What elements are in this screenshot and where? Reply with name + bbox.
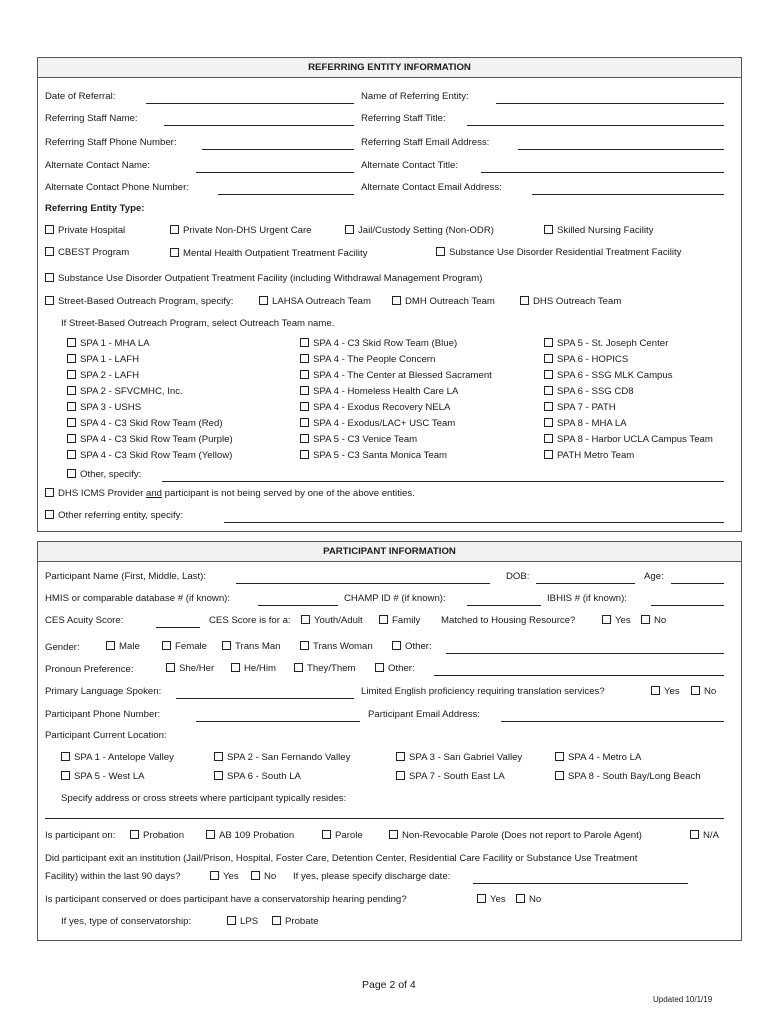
gender-other-checkbox[interactable]: Other: [392,641,432,653]
email-label: Participant Email Address: [368,709,480,720]
team-checkbox[interactable]: SPA 8 - Harbor UCLA Campus Team [544,434,713,446]
entity-type-heading: Referring Entity Type: [45,203,145,214]
other-team-field[interactable] [162,481,724,482]
team-checkbox[interactable]: SPA 2 - LAFH [67,370,139,382]
conservatorship-label: If yes, type of conservatorship: [61,916,192,927]
spa-checkbox[interactable]: SPA 2 - San Fernando Valley [214,752,350,764]
dhs-checkbox[interactable]: DHS Outreach Team [520,296,621,308]
lps-checkbox[interactable]: LPS [227,916,258,928]
staff-title-field[interactable] [467,125,724,126]
phone-field[interactable] [196,721,360,722]
location-label: Participant Current Location: [45,730,167,741]
other-entity-checkbox[interactable]: Other referring entity, specify: [45,510,183,522]
probate-checkbox[interactable]: Probate [272,916,319,928]
gender-female-checkbox[interactable]: Female [162,641,207,653]
team-checkbox[interactable]: SPA 4 - The Center at Blessed Sacrament [300,370,492,382]
page-number: Page 2 of 4 [362,979,416,991]
team-checkbox[interactable]: SPA 8 - MHA LA [544,418,627,430]
probation-checkbox[interactable]: Probation [130,830,184,842]
other-entity-field[interactable] [224,522,724,523]
other-team-checkbox[interactable]: Other, specify: [67,469,141,481]
parole-checkbox[interactable]: Parole [322,830,363,842]
gender-trans-woman-checkbox[interactable]: Trans Woman [300,641,373,653]
dob-label: DOB: [506,571,530,582]
ces-score-field[interactable] [156,627,200,628]
non-revocable-parole-checkbox[interactable]: Non-Revocable Parole (Does not report to Parole Agent) [389,830,642,842]
gender-male-checkbox[interactable]: Male [106,641,140,653]
outreach-prompt: If Street-Based Outreach Program, select Outreach Team name. [61,318,335,329]
staff-email-field[interactable] [518,149,724,150]
spa-checkbox[interactable]: SPA 6 - South LA [214,771,301,783]
lep-label: Limited English proficiency requiring translation services? [361,686,605,697]
team-checkbox[interactable]: SPA 4 - Exodus Recovery NELA [300,402,450,414]
age-label: Age: [644,571,664,582]
lep-no-checkbox[interactable]: No [691,686,716,698]
ces-for-label: CES Score is for a: [209,615,291,626]
lep-yes-checkbox[interactable]: Yes [651,686,680,698]
staff-email-label: Referring Staff Email Address: [361,137,490,148]
spa-checkbox[interactable]: SPA 7 - South East LA [396,771,505,783]
sud-outpatient-checkbox[interactable]: Substance Use Disorder Outpatient Treatment Facility (including Withdrawal Management Program) [45,273,482,285]
staff-title-label: Referring Staff Title: [361,113,446,124]
date-label: Date of Referral: [45,91,116,102]
sud-residential-checkbox[interactable]: Substance Use Disorder Residential Treatment Facility [436,247,681,259]
icms-provider-checkbox[interactable] [45,488,415,500]
team-checkbox[interactable]: SPA 4 - Exodus/LAC+ USC Team [300,418,455,430]
staff-name-label: Referring Staff Name: [45,113,138,124]
icms-text-b: participant is not being served by one of the above entities. [164,488,415,499]
team-checkbox[interactable]: SPA 4 - C3 Skid Row Team (Yellow) [67,450,232,462]
entity-name-field[interactable] [496,103,724,104]
staff-phone-field[interactable] [202,149,354,150]
team-checkbox[interactable]: SPA 5 - C3 Santa Monica Team [300,450,447,462]
hmis-label: HMIS or comparable database # (if known): [45,593,231,604]
ibhis-label: IBHIS # (if known): [547,593,627,604]
lahsa-checkbox[interactable]: LAHSA Outreach Team [259,296,371,308]
champ-field[interactable] [467,605,541,606]
alt-title-field[interactable] [481,172,724,173]
language-label: Primary Language Spoken: [45,686,162,697]
participant-on-label: Is participant on: [45,830,116,841]
team-checkbox[interactable]: SPA 4 - C3 Skid Row Team (Red) [67,418,223,430]
alt-phone-label: Alternate Contact Phone Number: [45,182,189,193]
team-checkbox[interactable]: SPA 7 - PATH [544,402,616,414]
team-checkbox[interactable]: SPA 4 - The People Concern [300,354,435,366]
updated-date: Updated 10/1/19 [653,995,713,1004]
private-urgent-care-checkbox[interactable]: Private Non-DHS Urgent Care [170,225,312,237]
conserved-no-checkbox[interactable]: No [516,894,541,906]
ces-score-label: CES Acuity Score: [45,615,124,626]
matched-no-checkbox[interactable]: No [641,615,666,627]
team-checkbox[interactable]: SPA 6 - HOPICS [544,354,628,366]
date-field[interactable] [146,103,354,104]
dob-field[interactable] [536,583,635,584]
family-checkbox[interactable]: Family [379,615,420,627]
youth-adult-checkbox[interactable]: Youth/Adult [301,615,363,627]
staff-name-field[interactable] [164,125,354,126]
team-checkbox[interactable]: SPA 6 - SSG MLK Campus [544,370,673,382]
gender-label: Gender: [45,642,80,653]
address-field[interactable] [45,818,724,819]
team-checkbox[interactable]: SPA 5 - St. Joseph Center [544,338,668,350]
referring-header: REFERRING ENTITY INFORMATION [37,57,742,78]
team-checkbox[interactable]: SPA 4 - C3 Skid Row Team (Blue) [300,338,457,350]
spa-checkbox[interactable]: SPA 5 - West LA [61,771,145,783]
age-field[interactable] [671,583,724,584]
na-checkbox[interactable]: N/A [690,830,719,842]
gender-trans-man-checkbox[interactable]: Trans Man [222,641,281,653]
phone-label: Participant Phone Number: [45,709,161,720]
discharge-label: If yes, please specify discharge date: [293,871,451,882]
team-checkbox[interactable]: SPA 4 - Homeless Health Care LA [300,386,458,398]
institution-question-cont: Facility) within the last 90 days? [45,871,181,882]
staff-phone-label: Referring Staff Phone Number: [45,137,177,148]
pronoun-she-checkbox[interactable]: She/Her [166,663,214,675]
cbest-checkbox[interactable]: CBEST Program [45,247,129,259]
mh-outpatient-checkbox[interactable]: Mental Health Outpatient Treatment Facility [170,248,368,260]
icms-and: and [145,488,162,499]
alt-phone-field[interactable] [218,194,354,195]
alt-name-label: Alternate Contact Name: [45,160,151,171]
address-label: Specify address or cross streets where participant typically resides: [61,793,347,804]
institution-yes-checkbox[interactable]: Yes [210,871,239,883]
pronoun-he-checkbox[interactable]: He/Him [231,663,276,675]
alt-email-label: Alternate Contact Email Address: [361,182,502,193]
conserved-question: Is participant conserved or does participant have a conservatorship hearing pending? [45,894,407,905]
champ-label: CHAMP ID # (if known): [344,593,446,604]
hmis-field[interactable] [258,605,338,606]
team-checkbox[interactable]: SPA 2 - SFVCMHC, Inc. [67,386,183,398]
spa-checkbox[interactable]: SPA 1 - Antelope Valley [61,752,174,764]
team-checkbox[interactable]: SPA 6 - SSG CD8 [544,386,634,398]
street-outreach-checkbox[interactable]: Street-Based Outreach Program, specify: [45,296,233,308]
entity-name-label: Name of Referring Entity: [361,91,469,102]
pronoun-label: Pronoun Preference: [45,664,134,675]
ibhis-field[interactable] [651,605,724,606]
matched-yes-checkbox[interactable]: Yes [602,615,631,627]
team-checkbox[interactable]: PATH Metro Team [544,450,634,462]
team-checkbox[interactable]: SPA 1 - MHA LA [67,338,150,350]
discharge-field[interactable] [473,883,688,884]
institution-no-checkbox[interactable]: No [251,871,276,883]
spa-checkbox[interactable]: SPA 4 - Metro LA [555,752,641,764]
pronoun-other-field[interactable] [434,675,724,676]
team-checkbox[interactable]: SPA 4 - C3 Skid Row Team (Purple) [67,434,233,446]
pronoun-they-checkbox[interactable]: They/Them [294,663,356,675]
spa-checkbox[interactable]: SPA 3 - San Gabriel Valley [396,752,522,764]
alt-name-field[interactable] [196,172,354,173]
jail-custody-checkbox[interactable]: Jail/Custody Setting (Non-ODR) [345,225,494,237]
alt-title-label: Alternate Contact Title: [361,160,459,171]
team-checkbox[interactable]: SPA 3 - USHS [67,402,141,414]
ab109-checkbox[interactable]: AB 109 Probation [206,830,294,842]
conserved-yes-checkbox[interactable]: Yes [477,894,506,906]
skilled-nursing-checkbox[interactable]: Skilled Nursing Facility [544,225,654,237]
icms-text-a: DHS ICMS Provider [58,488,144,499]
matched-label: Matched to Housing Resource? [441,615,576,626]
participant-name-field[interactable] [236,583,490,584]
private-hospital-checkbox[interactable]: Private Hospital [45,225,125,237]
pronoun-other-checkbox[interactable]: Other: [375,663,415,675]
email-field[interactable] [501,721,724,722]
participant-name-label: Participant Name (First, Middle, Last): [45,571,207,582]
institution-question: Did participant exit an institution (Jail/Prison, Hospital, Foster Care, Detention Center, Residential Care Facility or Substance Use Treatment [45,853,638,864]
team-checkbox[interactable]: SPA 1 - LAFH [67,354,139,366]
team-checkbox[interactable]: SPA 5 - C3 Venice Team [300,434,417,446]
spa-checkbox[interactable]: SPA 8 - South Bay/Long Beach [555,771,701,783]
gender-other-field[interactable] [446,653,724,654]
participant-header: PARTICIPANT INFORMATION [37,541,742,562]
alt-email-field[interactable] [532,194,724,195]
dmh-checkbox[interactable]: DMH Outreach Team [392,296,495,308]
language-field[interactable] [176,698,354,699]
